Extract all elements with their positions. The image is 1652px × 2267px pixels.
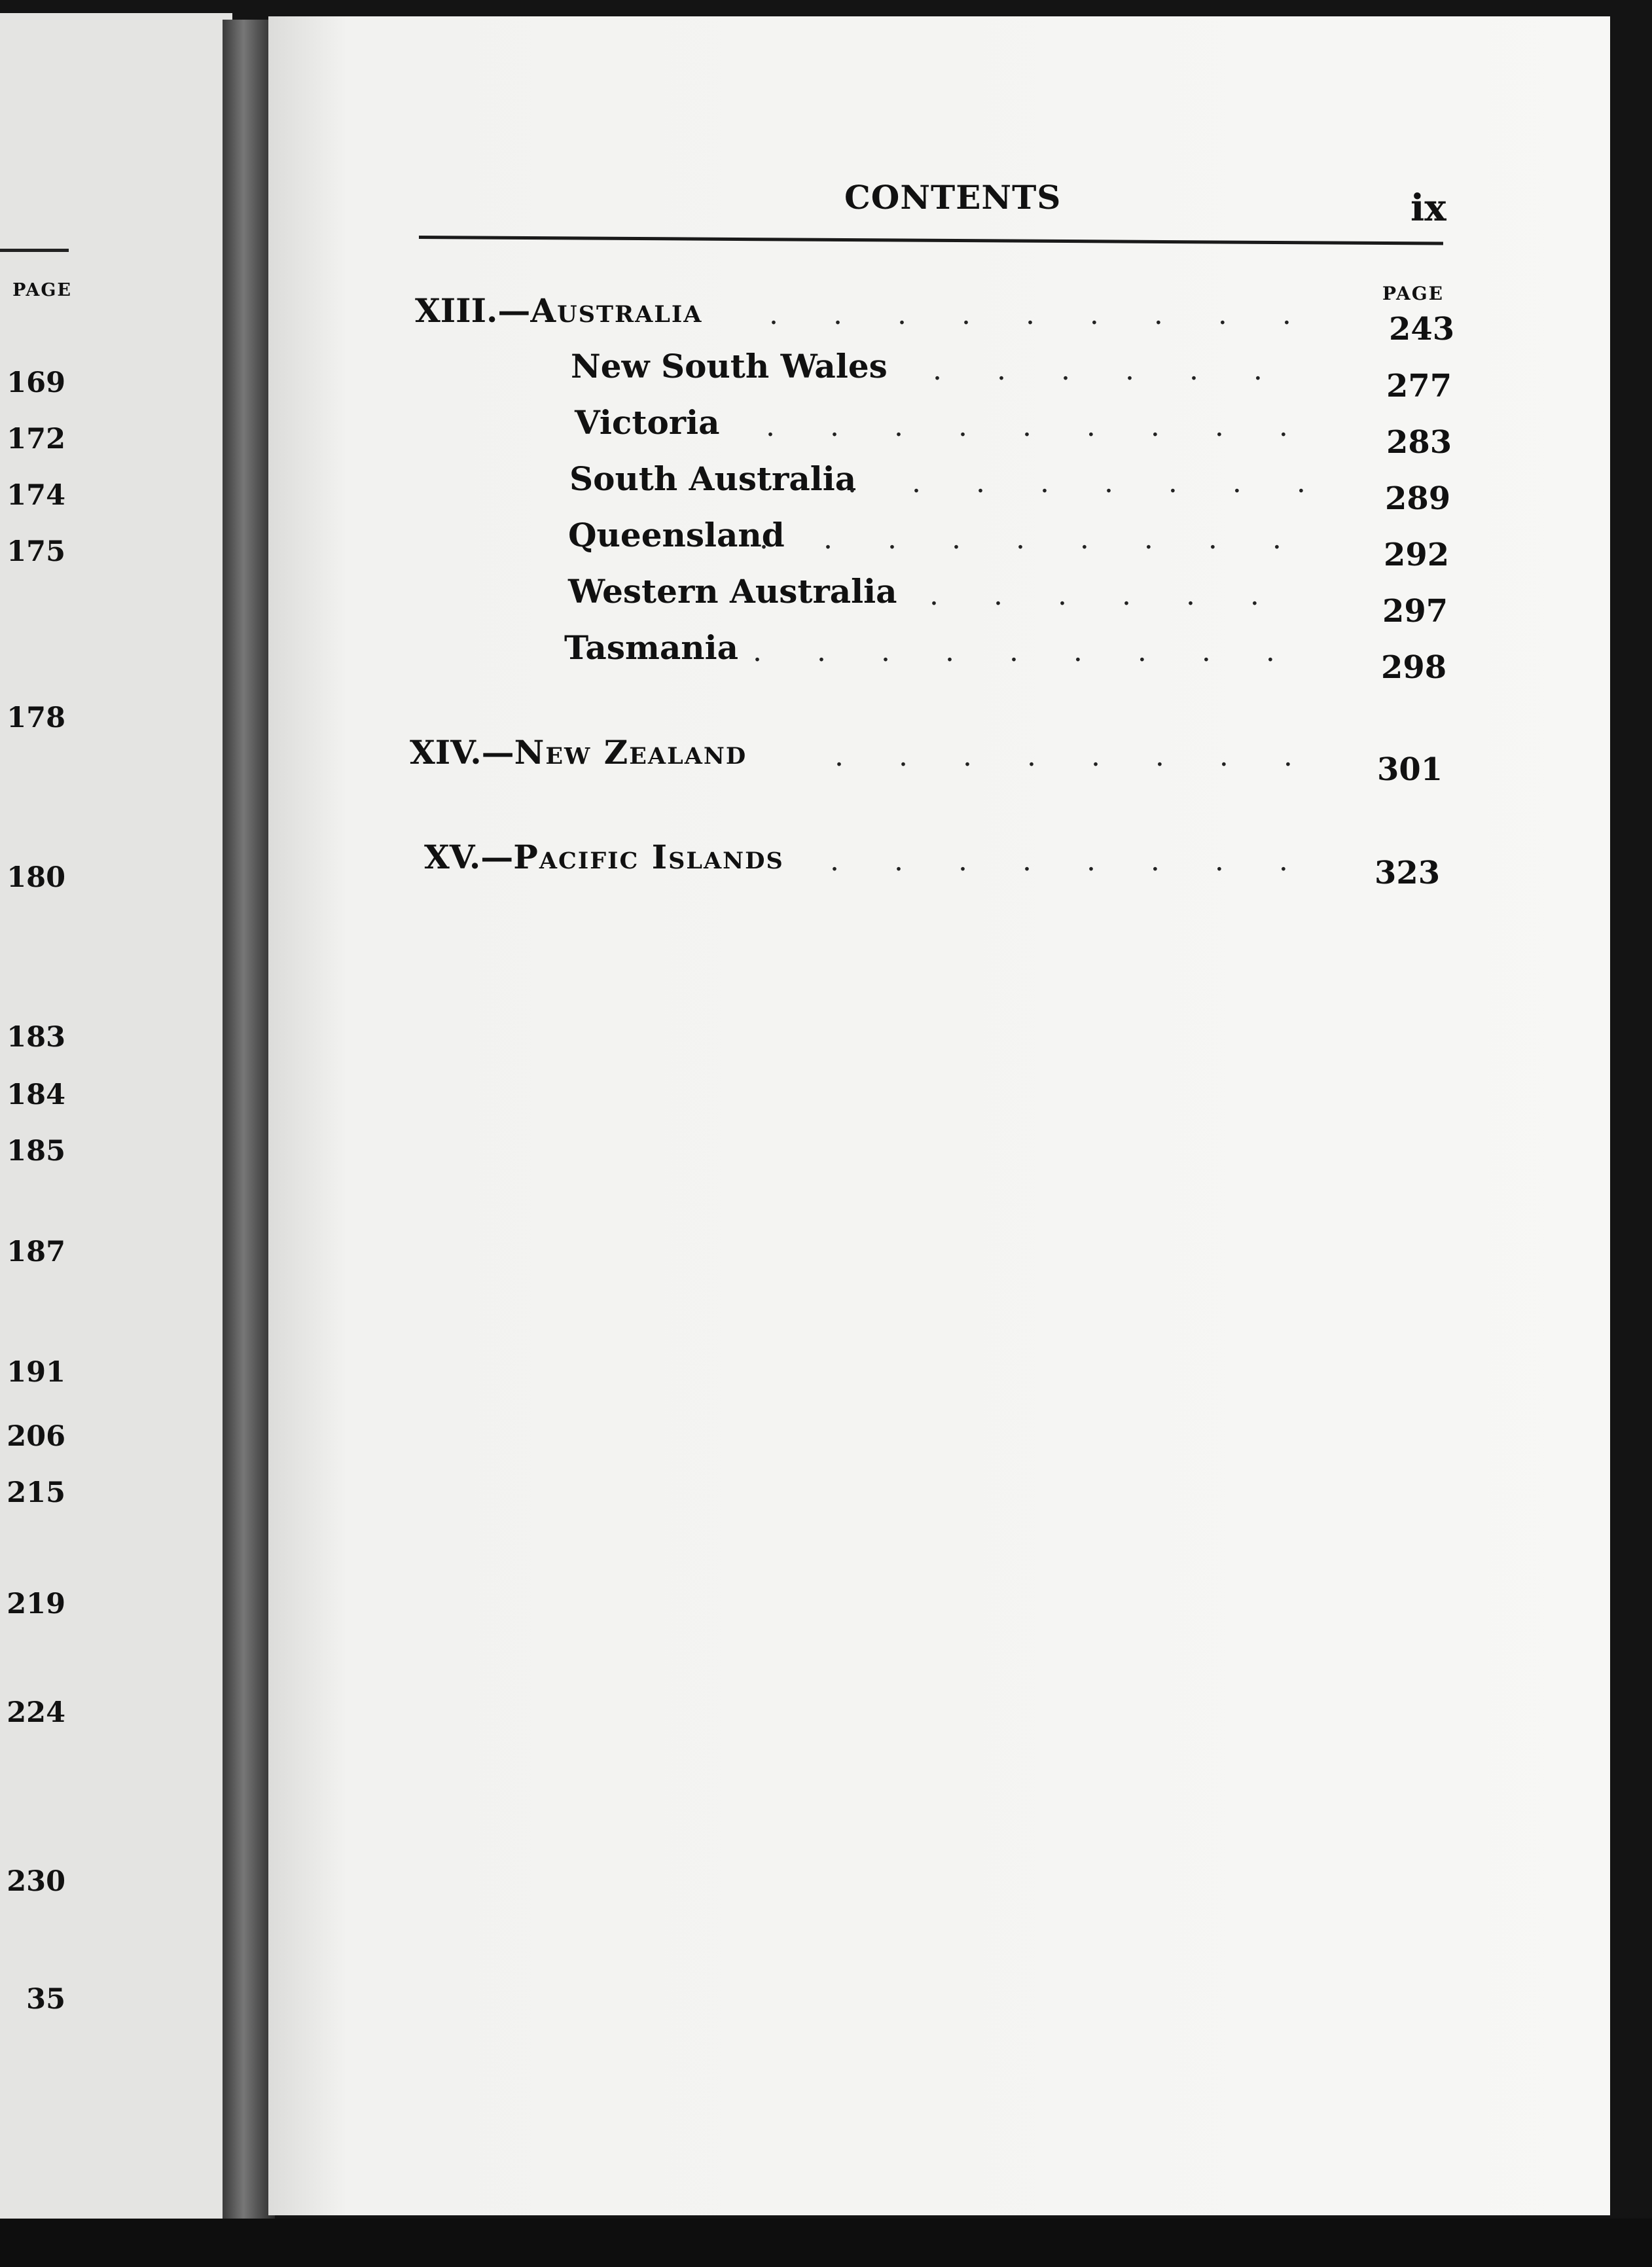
left-page-number: 178 (7, 702, 65, 734)
toc-entry-section: South Australia (569, 459, 857, 498)
toc-entry-section: Western Australia (568, 572, 897, 611)
left-page-column-heading: PAGE (12, 280, 72, 300)
dot-leaders: ........ (848, 466, 1361, 499)
toc-page-number: 277 (1386, 368, 1452, 404)
chapter-number: XV.— (424, 838, 514, 876)
left-page-number: 175 (7, 535, 65, 568)
toc-entry-section: Tasmania (564, 628, 739, 667)
left-page-number: 191 (7, 1356, 65, 1389)
left-page-number: 206 (7, 1420, 65, 1453)
left-page-number: 180 (7, 861, 65, 894)
toc-entry-section: Victoria (575, 403, 720, 442)
left-page-number: 184 (7, 1079, 65, 1111)
left-page-number: 215 (7, 1476, 65, 1509)
dot-leaders: ........ (830, 844, 1343, 878)
left-page-number: 230 (7, 1865, 65, 1898)
dot-leaders: ...... (933, 353, 1318, 387)
toc-page-number: 298 (1381, 649, 1447, 686)
toc-page-number: 243 (1389, 311, 1455, 348)
previous-page-fragment (0, 13, 232, 2235)
left-page-number: 172 (7, 423, 65, 455)
toc-page-number: 297 (1382, 593, 1448, 630)
book-gutter (223, 20, 275, 2238)
running-head: CONTENTS (844, 178, 1062, 217)
page-number: ix (1410, 187, 1446, 230)
chapter-title: Pacific Islands (513, 838, 784, 876)
chapter-title: Australia (530, 291, 703, 330)
toc-entry-section: Queensland (568, 516, 785, 554)
toc-entry-section: New South Wales (571, 347, 888, 385)
left-page-number: 183 (7, 1021, 65, 1054)
left-page-number: 35 (26, 1983, 65, 2016)
toc-page-number: 301 (1377, 751, 1443, 788)
toc-page-number: 292 (1384, 537, 1450, 573)
toc-page-number: 323 (1374, 855, 1441, 891)
left-page-number: 169 (7, 366, 65, 399)
dot-leaders: ........ (835, 740, 1348, 773)
chapter-title: New Zealand (514, 733, 747, 772)
left-page-number: 185 (7, 1135, 65, 1168)
dot-leaders: ...... (929, 579, 1314, 612)
left-page-number: 224 (7, 1696, 65, 1729)
dot-leaders: ......... (769, 298, 1346, 331)
chapter-number: XIV.— (410, 733, 514, 772)
toc-entry-chapter (424, 838, 784, 876)
left-page-rule (0, 249, 69, 252)
left-page-number: 187 (7, 1236, 65, 1268)
left-page-number: 174 (7, 479, 65, 512)
dot-leaders: ......... (759, 522, 1337, 556)
dot-leaders: ......... (753, 635, 1330, 668)
toc-entry-chapter (415, 291, 702, 330)
scan-bottom-edge (0, 2219, 1652, 2267)
left-page-number: 219 (7, 1588, 65, 1620)
page-column-heading: PAGE (1382, 283, 1444, 304)
toc-page-number: 283 (1386, 424, 1452, 461)
toc-page-number: 289 (1385, 480, 1451, 517)
dot-leaders: ......... (766, 410, 1343, 443)
chapter-number: XIII.— (415, 291, 531, 330)
toc-entry-chapter (410, 733, 747, 772)
